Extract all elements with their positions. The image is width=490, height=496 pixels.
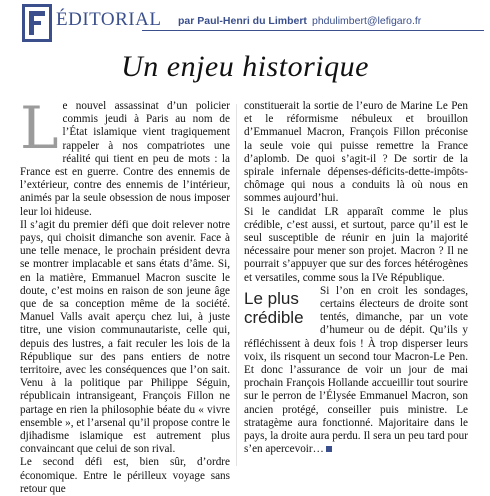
editorial-headline: Un enjeu historique bbox=[121, 50, 369, 83]
drop-cap: L bbox=[20, 94, 59, 162]
le-figaro-logo-icon bbox=[22, 4, 52, 42]
paragraph-1: e nouvel assassinat d’un policier commis jeudi à Paris au nom de l’État islamique vient tragiquement rappeler à nos compatriotes une réalité qui tient en peu de mots : la France est en guerre. Contre des ennemis de l’extérieur, contre des ennemis de l’intérieur, animés par la seule obsession de nous imposer leur loi hideuse. bbox=[20, 100, 230, 218]
paragraph-4: constituerait la sortie de l’euro de Marine Le Pen et le réformisme nébuleux et brouillon d’Emmanuel Macron, François Fillon préconise la seule voie qui puisse remettre la France d’aplomb. De quoi s’agit-il ? De sortir de la spirale infernale dépenses-déficits-dette-impôts-chômage qui nous a conduits là où nous en sommes aujourd’hui. bbox=[244, 100, 468, 205]
paragraph-5: Si le candidat LR apparaît comme le plus crédible, c’est aussi, et surtout, parce qu’il est le seul susceptible de réunir en juin la majorité nécessaire pour mener son projet. Macron ? Il ne pourrait s’appuyer que sur des forces hétérogènes et versatiles, comme sous la IVe République. bbox=[244, 205, 468, 284]
column-separator bbox=[236, 104, 237, 466]
pull-quote-line-1: Le plus bbox=[244, 288, 299, 308]
right-column bbox=[244, 100, 468, 456]
pull-quote-line-2: crédible bbox=[244, 307, 304, 327]
editorial-header bbox=[22, 4, 484, 46]
end-mark-icon bbox=[326, 446, 332, 452]
section-title: ÉDITORIAL bbox=[56, 9, 162, 30]
author-email[interactable]: phdulimbert@lefigaro.fr bbox=[312, 15, 422, 27]
author-byline: par Paul-Henri du Limbert bbox=[178, 15, 307, 27]
pull-quote bbox=[244, 289, 312, 327]
paragraph-2: Il s’agit du premier défi que doit relever notre pays, qui choisit dimanche son avenir. Face à une telle menace, le prochain président devra se montrer implacable et sans états d’âme. Si, en la matière, Emmanuel Macron suscite le doute, c’est moins en raison de son jeune âge que de sa conception même de la société. Manuel Valls avait aperçu chez lui, à juste titre, une vision communautariste, celle qui, depuis des lustres, a fait reculer les lois de la République sur des pans entiers de notre territoire, avec les conséquences que l’on sait. Venu à la politique par Philippe Séguin, républicain intransigeant, François Fillon ne partage en rien la philosophie béate du « vivre ensemble », et l’arsenal qu’il propose contre le djihadisme islamique est autrement plus convaincant que celui de son rival. bbox=[20, 218, 230, 456]
paragraph-6-text: Si l’on en croit les sondages, certains électeurs de droite sont tentés, dimanche, par un vote d’humeur ou de dépit. Qu’ils y réfléchissent à deux fois ! À trop disperser leurs voix, ils risquent un second tour Macron-Le Pen. Et donc l’assurance de voir un jour de mai prochain François Hollande accueillir tout sourire sur le perron de l’Élysée Emmanuel Macron, son ancien protégé, conseiller puis ministre. Le stratagème aura fonctionné. Majoritaire dans le pays, la droite aura perdu. Il sera un peu tard pour s’en apercevoir… bbox=[244, 284, 468, 456]
paragraph-3: Le second défi est, bien sûr, d’ordre économique. Entre le périlleux voyage sans retour que bbox=[20, 456, 230, 495]
header-rule bbox=[142, 30, 484, 31]
left-column bbox=[20, 94, 230, 496]
